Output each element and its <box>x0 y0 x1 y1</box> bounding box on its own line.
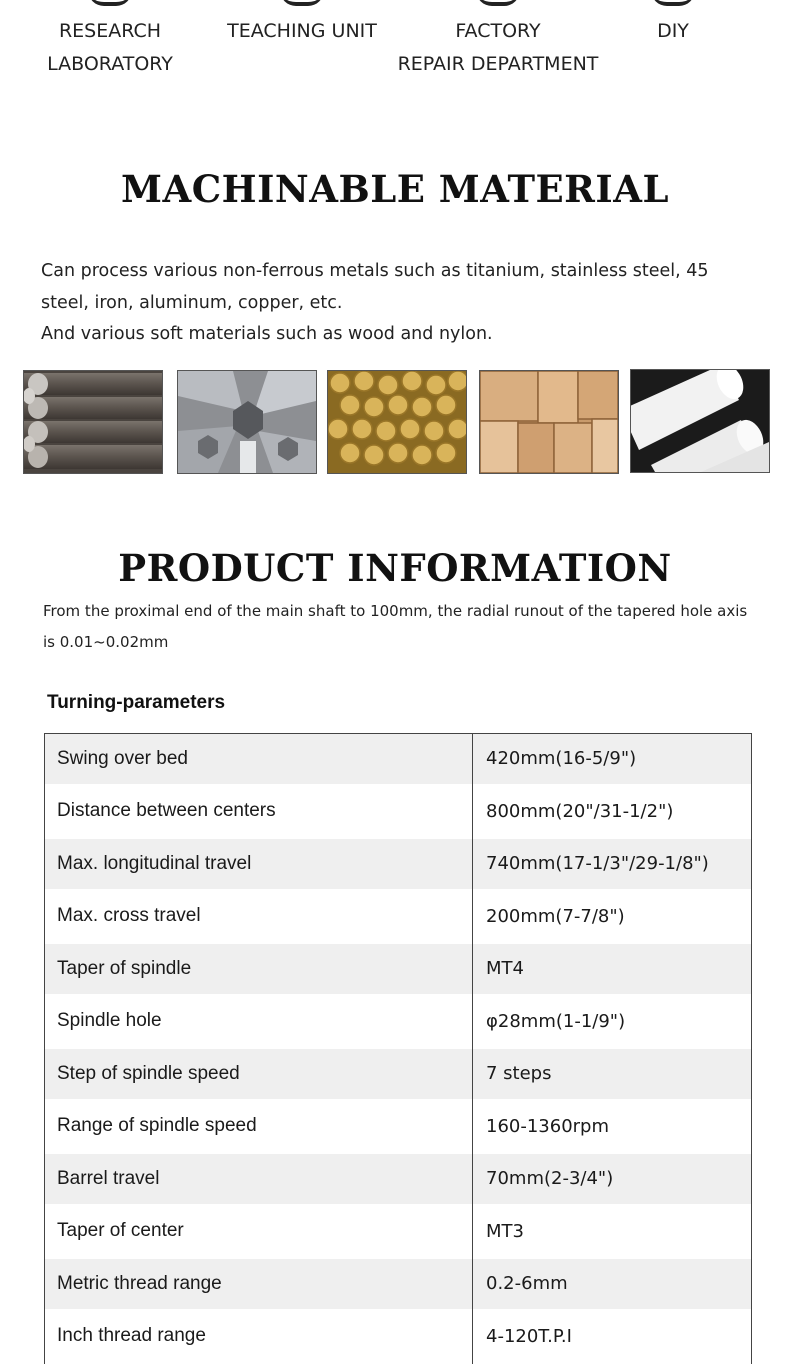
param-value: MT4 <box>486 958 524 979</box>
table-row <box>45 889 752 944</box>
param-name: Swing over bed <box>45 734 473 784</box>
nylon-rods-photo <box>630 369 770 473</box>
param-value: 420mm(16-5/9") <box>486 748 637 770</box>
applications-row <box>0 0 790 110</box>
param-value: 740mm(17-1/3"/29-1/8") <box>486 853 709 874</box>
application-icon <box>651 0 695 6</box>
param-value: φ28mm(1-1/9") <box>486 1010 626 1032</box>
application-label-teaching-unit: TEACHING UNIT <box>227 20 377 42</box>
table-row <box>45 784 752 839</box>
table-row <box>45 1309 752 1364</box>
param-name: Distance between centers <box>45 784 473 839</box>
param-name: Max. cross travel <box>45 889 473 944</box>
param-value: 160-1360rpm <box>486 1115 610 1137</box>
product-information-title: PRODUCT INFORMATION <box>118 546 672 590</box>
machinable-material-title: MACHINABLE MATERIAL <box>121 167 669 211</box>
brass-rods-photo <box>327 370 467 474</box>
wood-blocks-photo <box>479 370 619 474</box>
table-row <box>45 1099 752 1154</box>
application-label-research-laboratory: RESEARCH LABORATORY <box>47 20 173 75</box>
materials-description-line: And various soft materials such as wood and nylon. <box>41 324 493 344</box>
param-name: Taper of spindle <box>45 944 473 994</box>
param-value: 200mm(7-7/8") <box>486 905 625 927</box>
materials-description-line: Can process various non-ferrous metals such as titanium, stainless steel, 45 steel, iron, aluminum, copper, etc. <box>41 261 709 313</box>
param-name: Barrel travel <box>45 1154 473 1204</box>
table-row <box>45 994 752 1049</box>
param-name: Taper of center <box>45 1204 473 1259</box>
param-value: MT3 <box>486 1220 524 1242</box>
steel-rods-photo <box>23 370 163 474</box>
param-name: Range of spindle speed <box>45 1099 473 1154</box>
product-description: From the proximal end of the main shaft to 100mm, the radial runout of the tapered hole axis is 0.01~0.02mm <box>43 602 748 651</box>
turning-parameters-table <box>44 733 752 1364</box>
table-row <box>45 734 752 784</box>
param-value: 0.2-6mm <box>486 1273 568 1294</box>
param-name: Metric thread range <box>45 1259 473 1309</box>
table-row <box>45 1204 752 1259</box>
table-row <box>45 1259 752 1309</box>
application-label-diy: DIY <box>657 20 689 42</box>
table-row <box>45 1154 752 1204</box>
table-row <box>45 944 752 994</box>
application-icon <box>88 0 132 6</box>
turning-parameters-title: Turning-parameters <box>47 692 226 713</box>
param-value: 7 steps <box>486 1063 552 1084</box>
table-row <box>45 1049 752 1099</box>
param-value: 4-120T.P.I <box>486 1325 572 1347</box>
param-name: Max. longitudinal travel <box>45 839 473 889</box>
param-value: 70mm(2-3/4") <box>486 1168 614 1189</box>
param-value: 800mm(20"/31-1/2") <box>486 800 674 822</box>
param-name: Spindle hole <box>45 994 473 1049</box>
param-name: Step of spindle speed <box>45 1049 473 1099</box>
table-row <box>45 839 752 889</box>
param-name: Inch thread range <box>45 1309 473 1364</box>
application-icon <box>280 0 324 6</box>
application-icon <box>476 0 520 6</box>
hex-bars-photo <box>177 370 317 474</box>
application-label-factory: FACTORY REPAIR DEPARTMENT <box>397 20 599 75</box>
material-images <box>0 369 790 475</box>
materials-description <box>41 256 761 351</box>
